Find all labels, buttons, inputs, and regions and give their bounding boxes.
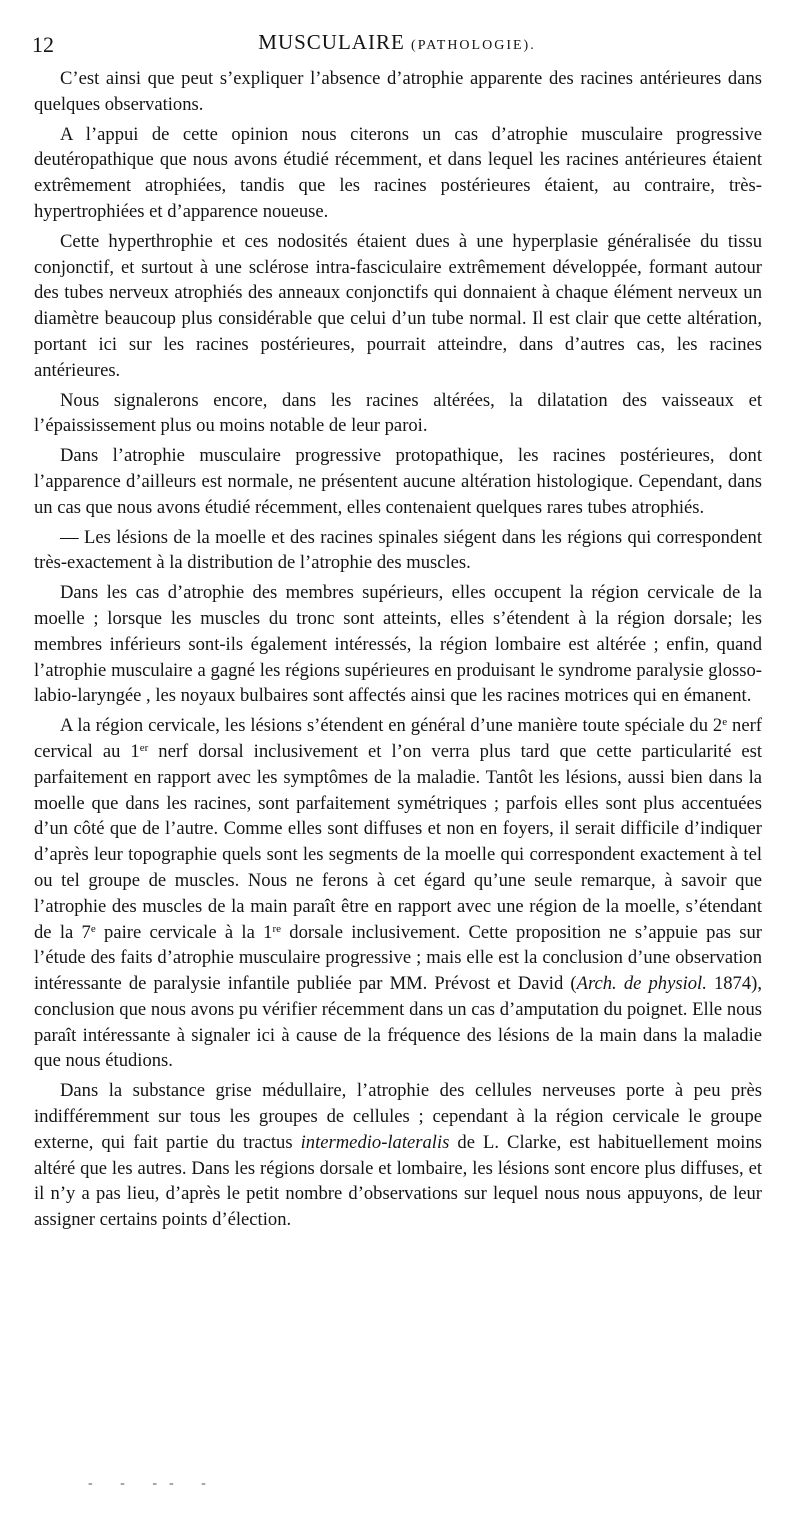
paragraph-7: Dans les cas d’atrophie des membres supérieurs, elles occupent la région cervicale de la moelle ; lorsque les muscles du tronc sont atteints, elles s’étendent à la région dorsale; les membres inférieurs sont-ils également intéressés, la région lombaire est altérée ; enfin, quand l’atrophie musculaire a gagné les régions supérieures en produisant le syndrome paralysie glosso-labio-laryngée , les noyaux bulbaires sont affectés ainsi que les racines motrices qui en émanent.: [34, 582, 762, 707]
anatomical-term: intermedio-lateralis: [300, 1131, 450, 1153]
paragraph-6: — Les lésions de la moelle et des racines spinales siégent dans les régions qui correspondent très-exactement à la distribution de l’atrophie des muscles.: [34, 526, 762, 574]
paragraph-1: C’est ainsi que peut s’expliquer l’absence d’atrophie apparente des racines antérieures dans quelques observations.: [34, 68, 762, 115]
page-number: 12: [32, 32, 54, 57]
running-head: [32, 30, 762, 55]
paragraph-8: [34, 713, 762, 1074]
superscript: e: [722, 716, 728, 729]
paragraph-9: [34, 1078, 762, 1233]
text-run: Dans la substance grise médullaire, l’atrophie des cellules nerveuses porte à peu près indifféremment sur tous les groupes de cellules ; cependant à la région cervicale le groupe externe, qui fait partie du tractus: [34, 1080, 762, 1153]
superscript: er: [139, 741, 149, 754]
running-head-title: MUSCULAIRE: [258, 30, 405, 54]
text-run: nerf cervical au 1: [34, 715, 762, 762]
paragraph-4: Nous signalerons encore, dans les racines altérées, la dilatation des vaisseaux et l’épaississement plus ou moins notable de leur paroi.: [34, 389, 762, 437]
superscript: e: [90, 922, 96, 935]
text-run: A la région cervicale, les lésions s’étendent en général d’une manière toute spéciale du 2: [60, 715, 723, 737]
text-run: paire cervicale à la 1: [95, 921, 273, 943]
print-marks: - - -- -: [88, 1476, 218, 1491]
text-run: dorsale inclusivement. Cette proposition ne s’appuie pas sur l’étude des faits d’atrophie musculaire progressive ; mais elle est la conclusion d’une observation intéressante de paralysie infantile publiée par MM. Prévost et David (: [34, 921, 762, 995]
running-head-subtitle: (PATHOLOGIE).: [411, 38, 536, 53]
superscript: re: [272, 922, 281, 935]
page-header: [32, 30, 762, 60]
paragraph-5: Dans l’atrophie musculaire progressive protopathique, les racines postérieures, dont l’apparence d’ailleurs est normale, ne présentent aucune altération histologique. Cependant, dans un cas que nous avons étudié récemment, elles contenaient quelques rares tubes atrophiés.: [34, 445, 762, 518]
citation-title: Arch. de physiol.: [576, 973, 707, 995]
paragraph-2: A l’appui de cette opinion nous citerons un cas d’atrophie musculaire progressive deutéropathique que nous avons étudié récemment, et dans lequel les racines antérieures étaient extrêmement atrophiées, tandis que les racines postérieures étaient, au contraire, très-hypertrophiées et d’apparence noueuse.: [34, 123, 762, 222]
body-text: [34, 66, 762, 1233]
paragraph-3: Cette hyperthrophie et ces nodosités étaient dues à une hyperplasie généralisée du tissu conjonctif, et surtout à une sclérose intra-fasciculaire extrêmement développée, formant autour des tubes nerveux atrophiés des anneaux conjonctifs qui donnaient à chaque élément nerveux un diamètre beaucoup plus considérable que celui d’un tube normal. Il est clair que cette altération, portant ici sur les racines postérieures, pourrait atteindre, dans d’autres cas, les racines antérieures.: [34, 230, 762, 381]
text-run: nerf dorsal inclusivement et l’on verra plus tard que cette particularité est parfaitement en rapport avec les symptômes de la maladie. Tantôt les lésions, aussi bien dans la moelle que dans les racines, sont parfaitement symétriques ; parfois elles sont plus accentuées d’un côté que de l’autre. Comme elles sont diffuses et non en foyers, il serait difficile d’indiquer d’après leur topographie quels sont les segments de la moelle qui correspondent exactement à tel ou tel groupe de muscles. Nous ne ferons à cet égard qu’une seule remarque, à savoir que l’atrophie des muscles de la main paraît être en rapport avec une région de la moelle, s’étendant de la 7: [34, 740, 762, 943]
text-run: de L. Clarke, est habituellement moins altéré que les autres. Dans les régions dorsale et lombaire, les lésions sont encore plus diffuses, et il n’y a pas lieu, d’après le petit nombre d’observations sur lequel nous nous appuyons, de leur assigner certains points d’élection.: [34, 1131, 762, 1231]
text-run: 1874), conclusion que nous avons pu vérifier récemment dans un cas d’amputation du poignet. Elle nous paraît intéressante à signaler ici à cause de la fréquence des lésions de la main dans la maladie que nous étudions.: [34, 973, 762, 1072]
